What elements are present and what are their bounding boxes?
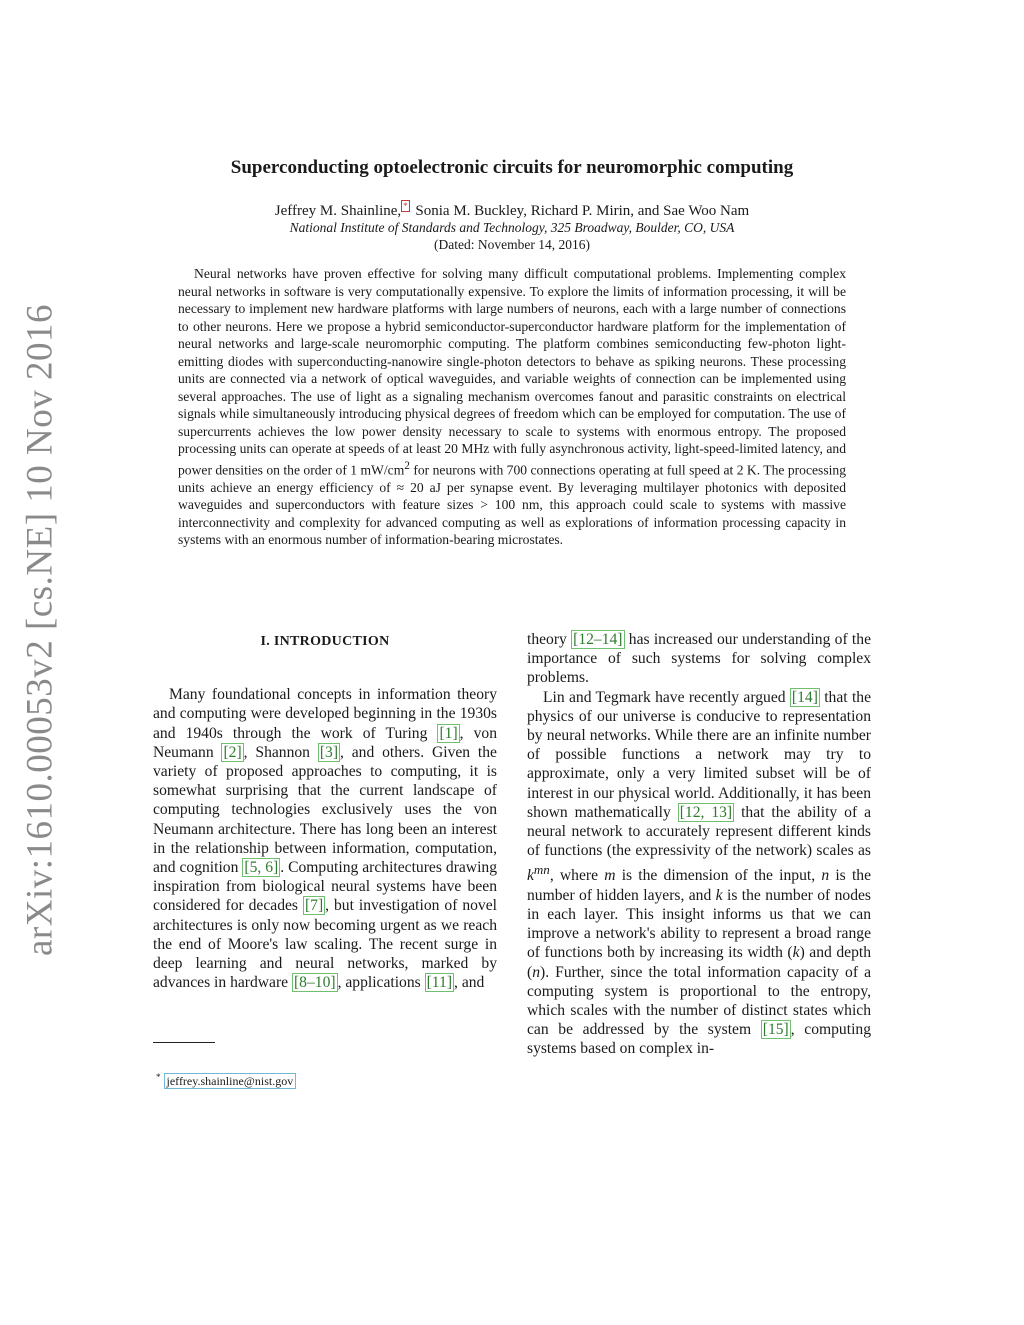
citation-link[interactable]: [12–14] [573,631,623,648]
text-run: , where [549,867,605,885]
citation-link[interactable]: [15] [762,1021,789,1039]
paper-title: Superconducting optoelectronic circuits for neuromorphic computing [230,157,794,178]
math-variable: k [527,867,534,885]
intro-paragraph-2 [527,630,871,688]
text-run: is the number of hidden layers, and [527,867,871,904]
citation-link[interactable]: [7] [304,897,324,915]
intro-paragraph-3 [527,688,871,1059]
citation-link[interactable]: [14] [791,688,818,706]
text-run: , von Neumann [153,724,497,761]
text-run: Many foundational concepts in information theory and computing were developed beginning in the 1930s and 1940s through the work of Turing [153,686,497,742]
math-variable: n [532,963,540,981]
text-run: , and others. Given the variety of proposed approaches to computing, it is somewhat surprising that the current landscape of computing technologies exclusively uses the von Neumann architecture. There has long been an interest in the relationship between information, computation, and cognition [153,743,497,877]
date-line: (Dated: November 14, 2016) [434,237,590,252]
text-run: . Computing architectures drawing inspiration from biological neural systems have been considered for decades [153,859,497,915]
math-variable: k [715,886,723,904]
left-column [153,630,497,992]
author-list [0,201,1024,220]
citation-link[interactable]: [5, 6] [244,859,279,877]
text-run: , computing systems based on complex in- [527,1021,871,1058]
abstract-text-part1: Neural networks have proven effective for solving many difficult computational problems. Implementing complex neural networks in software is very computationally expensive. To explore the limits of information processing, it will be necessary to implement new hardware platforms with large numbers of neurons, each with a large number of connections to other neurons. Here we propose a hybrid semiconductor-superconductor hardware platform for the implementation of neural networks and large-scale neuromorphic computing. The platform combines semiconducting few-photon light-emitting diodes with superconducting-nanowire single-photon detectors to behave as spiking neurons. These processing units are connected via a network of optical waveguides, and variable weights of connection can be implemented using several approaches. The use of light as a signaling mechanism overcomes fanout and parasitic constraints on electrical signals while simultaneously introducing physical degrees of freedom which can be employed for computation. The use of supercurrents achieves the low power density necessary to scale to systems with enormous entropy. The proposed processing units can operate at speeds of at least 20 MHz with fully asynchronous activity, light-speed-limited latency, and power densities on the order of 1 mW/cm [178,266,846,478]
text-run: ). Further, since the total information capacity of a computing system is proportional to the entropy, which scales with the number of distinct states which can be addressed by the system [527,963,871,1039]
footnote-mark: * [156,1072,161,1082]
math-variable: m [604,867,616,885]
intro-paragraph-1 [153,685,497,992]
text-run: , Shannon [243,743,318,761]
email-link[interactable]: jeffrey.shainline@nist.gov [164,1073,297,1089]
math-variable: n [821,867,830,885]
citation-link[interactable]: [3] [319,743,339,761]
first-author: Jeffrey M. Shainline, [274,203,402,219]
other-authors: Sonia M. Buckley, Richard P. Mirin, and Sae Woo Nam [411,203,750,219]
citation-link[interactable]: [2] [223,743,242,761]
text-run: theory [527,631,572,648]
author-footnote-link[interactable]: * [403,201,408,211]
arxiv-identifier: arXiv:1610.00053v2 [cs.NE] 10 Nov 2016 [19,303,61,957]
abstract-text-part2: for neurons with 700 connections operating at full speed at 2 K. The processing units achieve an energy efficiency of ≈ 20 aJ per synapse event. By leveraging multilayer photonics with deposited waveguides and superconductors with feature sizes > 100 nm, this approach could scale to systems with massive interconnectivity and complexity for advanced computing as well as explorations of information processing capacity in systems with an enormous number of information-bearing microstates. [178,462,846,548]
text-run: has increased our understanding of the importance of such systems for solving complex problems. [527,631,871,687]
section-heading: I. INTRODUCTION [260,634,390,649]
footnote [156,1072,296,1089]
text-run: , but investigation of novel architectures is only now becoming urgent as we reach the end of Moore's law scaling. The recent surge in deep learning and neural networks, marked by advances in hardware [153,897,497,992]
text-run: Lin and Tegmark have recently argued [543,688,790,706]
text-run: is the dimension of the input, [615,867,822,885]
text-run: , and [454,974,485,992]
affiliation: National Institute of Standards and Technology, 325 Broadway, Boulder, CO, USA [289,220,735,235]
text-run: , applications [337,974,425,992]
citation-link[interactable]: [11] [426,974,453,992]
unit-exponent: 2 [404,459,410,472]
text-run: that the ability of a neural network to accurately represent different kinds of functions (the expressivity of the network) scales as [527,803,872,860]
right-column [527,630,871,1059]
citation-link[interactable]: [1] [439,724,458,742]
text-run: that the physics of our universe is conducive to representation by neural networks. While there are an infinite number of possible functions a network may try to approximate, only a very limited subset will be of interest in our physical world. Additionally, it has been shown mathematically [527,688,871,821]
abstract [178,265,846,549]
text-run: is the number of nodes in each layer. This insight informs us that we can improve a network's ability to represent a broad range of functions both by increasing its width ( [527,886,871,962]
math-exponent: mn [533,862,550,878]
text-run: ) and depth ( [527,944,871,981]
citation-link[interactable]: [12, 13] [679,803,733,821]
citation-link[interactable]: [8–10] [293,974,336,992]
math-variable: k [792,944,800,962]
footnote-divider [153,1042,215,1043]
